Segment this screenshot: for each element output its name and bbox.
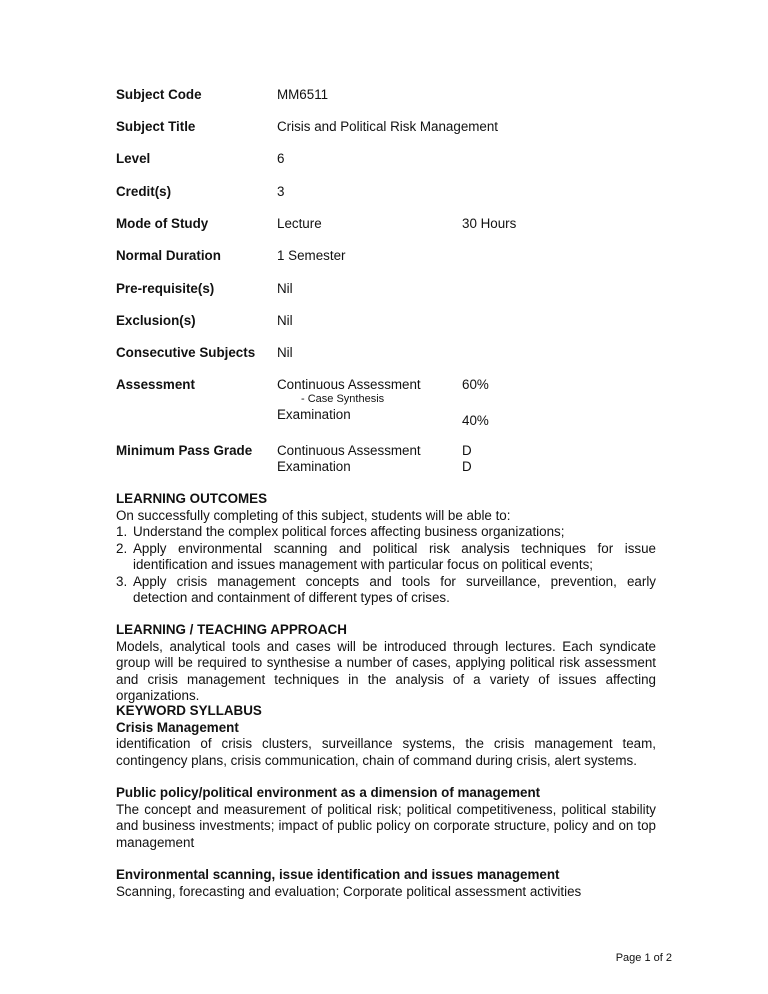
exclusions-label: Exclusion(s) xyxy=(116,313,196,328)
pass-grade-exam: Examination xyxy=(277,459,351,474)
pass-grade-continuous: Continuous Assessment xyxy=(277,443,421,458)
syllabus-topic-text: The concept and measurement of political risk; political competitiveness, political stability and business investments; impact of public policy on corporate structure, policy and on top management xyxy=(116,801,656,850)
prerequisites-value: Nil xyxy=(277,281,293,296)
minimum-pass-grade-label: Minimum Pass Grade xyxy=(116,443,253,458)
subject-title-value: Crisis and Political Risk Management xyxy=(277,119,499,134)
level-label: Level xyxy=(116,151,151,166)
syllabus-topic-text: Scanning, forecasting and evaluation; Corporate political assessment activities xyxy=(116,883,582,899)
teaching-approach-section xyxy=(116,622,656,705)
learning-outcomes-heading: LEARNING OUTCOMES xyxy=(116,491,268,506)
teaching-approach-text: Models, analytical tools and cases will be introduced through lectures. Each syndicate group will be required to synthesise a number of cases, applying political risk assessment and crisis management techniques in the analysis of a variety of issues affecting organizations. xyxy=(116,638,656,703)
mode-of-study-hours: 30 Hours xyxy=(462,216,517,231)
pass-grade-continuous-grade: D xyxy=(462,443,472,458)
mode-of-study-label: Mode of Study xyxy=(116,216,209,231)
prerequisites-label: Pre-requisite(s) xyxy=(116,281,215,296)
syllabus-topic-text: identification of crisis clusters, surveillance systems, the crisis management team, contingency plans, crisis communication, chain of command during crisis, alert systems. xyxy=(116,736,656,768)
assessment-exam: Examination xyxy=(277,407,351,422)
assessment-sub-item: - Case Synthesis xyxy=(301,393,385,405)
syllabus-topic-title: Public policy/political environment as a dimension of management xyxy=(116,785,541,800)
teaching-approach-heading: LEARNING / TEACHING APPROACH xyxy=(116,622,347,637)
keyword-syllabus-heading: KEYWORD SYLLABUS xyxy=(116,703,262,718)
pass-grade-exam-grade: D xyxy=(462,459,472,474)
learning-outcomes-intro: On successfully completing of this subject, students will be able to: xyxy=(116,507,511,523)
syllabus-topic xyxy=(116,785,656,851)
mode-of-study-value: Lecture xyxy=(277,216,322,231)
assessment-continuous: Continuous Assessment xyxy=(277,377,421,392)
learning-outcomes-list xyxy=(116,524,656,607)
syllabus-topic-title: Environmental scanning, issue identification and issues management xyxy=(116,867,560,882)
list-item: 1. Understand the complex political forces affecting business organizations; xyxy=(116,524,565,539)
consecutive-subjects-value: Nil xyxy=(277,345,293,360)
level-value: 6 xyxy=(277,151,285,166)
assessment-label: Assessment xyxy=(116,377,195,392)
credits-value: 3 xyxy=(277,184,285,199)
normal-duration-label: Normal Duration xyxy=(116,248,221,263)
assessment-exam-percent: 40% xyxy=(462,413,489,428)
credits-label: Credit(s) xyxy=(116,184,172,199)
syllabus-topic-title: Crisis Management xyxy=(116,719,239,735)
list-item: 2. Apply environmental scanning and political risk analysis techniques for issue identification and issues management with particular focus on political events; xyxy=(116,540,656,572)
subject-code-value: MM6511 xyxy=(277,87,329,102)
learning-outcomes-section xyxy=(116,491,656,607)
normal-duration-value: 1 Semester xyxy=(277,248,346,263)
syllabus-topic xyxy=(116,867,656,900)
exclusions-value: Nil xyxy=(277,313,293,328)
subject-code-label: Subject Code xyxy=(116,87,202,102)
subject-title-label: Subject Title xyxy=(116,119,196,134)
consecutive-subjects-label: Consecutive Subjects xyxy=(116,345,256,360)
assessment-continuous-percent: 60% xyxy=(462,377,489,392)
keyword-syllabus-section xyxy=(116,703,656,769)
list-item: 3. Apply crisis management concepts and tools for surveillance, prevention, early detection and containment of different types of crises. xyxy=(116,573,656,605)
page-number: Page 1 of 2 xyxy=(615,952,672,964)
